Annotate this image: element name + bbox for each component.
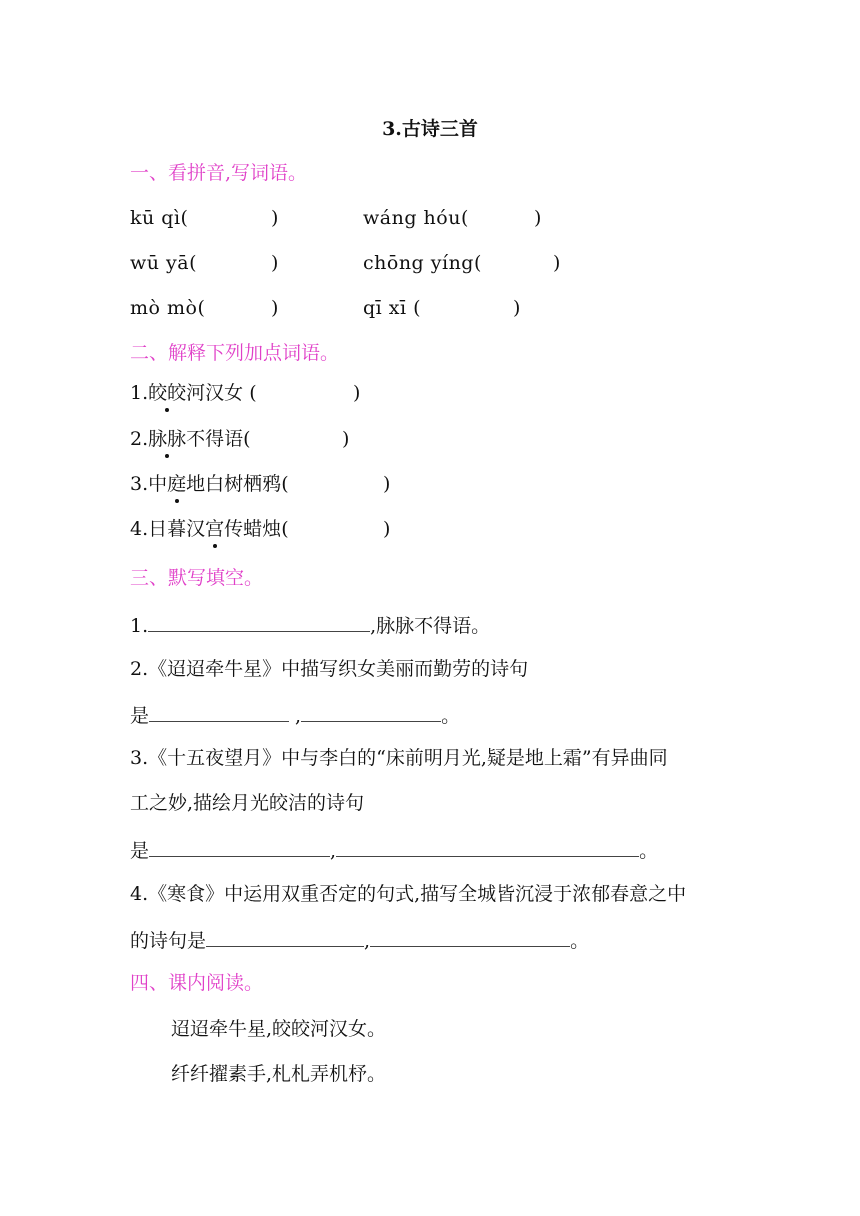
answer-blank-2[interactable] [370, 926, 570, 947]
answer-paren-open: ( [243, 428, 251, 450]
pinyin-item-1-left: kū qì( [130, 207, 189, 229]
answer-end: 。 [570, 930, 590, 952]
answer-paren-open: ( [281, 518, 289, 540]
item-text-post: 河汉女 [186, 382, 244, 404]
explain-item-3-close: ) [383, 473, 391, 495]
poem-line-1: 迢迢牵牛星,皎皎河汉女。 [171, 1018, 387, 1040]
answer-blank-2[interactable] [301, 701, 441, 722]
pinyin-item-2-left-close: ) [271, 252, 279, 274]
pinyin-item-3-left-close: ) [271, 297, 279, 319]
explain-item-2 [130, 426, 251, 452]
answer-paren-open: ( [243, 382, 257, 404]
fill-question-4-answer [130, 926, 589, 954]
explain-item-4 [130, 516, 289, 542]
answer-prefix: 的诗句是 [130, 930, 207, 952]
dotted-word: 宫 [205, 518, 225, 540]
answer-blank[interactable] [148, 611, 370, 632]
answer-end: 。 [441, 705, 461, 727]
explain-item-1 [130, 380, 257, 406]
fill-question-3-text-line2: 工之妙,描绘月光皎洁的诗句 [130, 792, 365, 814]
answer-prefix: 是 [130, 840, 150, 862]
pinyin-item-1-right: wáng hóu( [363, 207, 469, 229]
answer-blank-1[interactable] [149, 701, 289, 722]
explain-item-1-close: ) [353, 382, 361, 404]
answer-blank-1[interactable] [149, 836, 330, 857]
item-number: 1. [130, 382, 149, 404]
item-text-pre: 日暮汉 [148, 518, 206, 540]
answer-separator: , [330, 840, 337, 862]
poem-line-2: 纤纤擢素手,札札弄机杼。 [171, 1063, 387, 1085]
fill-question-3-answer [130, 836, 658, 864]
answer-separator: , [364, 930, 371, 952]
section-heading-explain: 二、解释下列加点词语。 [130, 342, 340, 364]
section-heading-pinyin: 一、看拼音,写词语。 [130, 162, 308, 184]
answer-paren-open: ( [281, 473, 289, 495]
item-number: 3. [130, 473, 149, 495]
item-text-post: 地白树栖鸦 [186, 473, 282, 495]
pinyin-item-1-left-close: ) [271, 207, 279, 229]
dotted-word: 脉脉 [148, 428, 187, 450]
answer-blank-2[interactable] [336, 836, 639, 857]
pinyin-item-2-left: wū yā( [130, 252, 198, 274]
pinyin-item-3-right-close: ) [513, 297, 521, 319]
dotted-word: 皎皎 [148, 382, 187, 404]
section-heading-reading: 四、课内阅读。 [130, 972, 264, 994]
pinyin-item-3-right: qī xī ( [363, 297, 422, 319]
fill-question-2-answer [130, 701, 460, 729]
fill-question-1 [130, 611, 490, 639]
dotted-word: 庭 [167, 473, 187, 495]
item-number: 2. [130, 428, 149, 450]
answer-end: 。 [639, 840, 659, 862]
page-title: 3.古诗三首 [382, 118, 478, 140]
fill-question-4-text: 4.《寒食》中运用双重否定的句式,描写全城皆沉浸于浓郁春意之中 [130, 883, 687, 905]
answer-separator: , [289, 705, 302, 727]
item-text-post: 不得语 [186, 428, 244, 450]
explain-item-4-close: ) [383, 518, 391, 540]
explain-item-3 [130, 471, 289, 497]
item-text-pre: 中 [148, 473, 168, 495]
pinyin-item-2-right-close: ) [553, 252, 561, 274]
pinyin-item-3-left: mò mò( [130, 297, 206, 319]
question-number: 1. [130, 615, 149, 637]
fill-question-2-text: 2.《迢迢牵牛星》中描写织女美丽而勤劳的诗句 [130, 658, 529, 680]
question-tail: ,脉脉不得语。 [370, 615, 491, 637]
pinyin-item-2-right: chōng yíng( [363, 252, 482, 274]
item-text-post: 传蜡烛 [224, 518, 282, 540]
pinyin-item-1-right-close: ) [534, 207, 542, 229]
answer-prefix: 是 [130, 705, 150, 727]
item-number: 4. [130, 518, 149, 540]
section-heading-fill: 三、默写填空。 [130, 567, 264, 589]
fill-question-3-text-line1: 3.《十五夜望月》中与李白的“床前明月光,疑是地上霜”有异曲同 [130, 747, 668, 769]
answer-blank-1[interactable] [206, 926, 364, 947]
explain-item-2-close: ) [342, 428, 350, 450]
